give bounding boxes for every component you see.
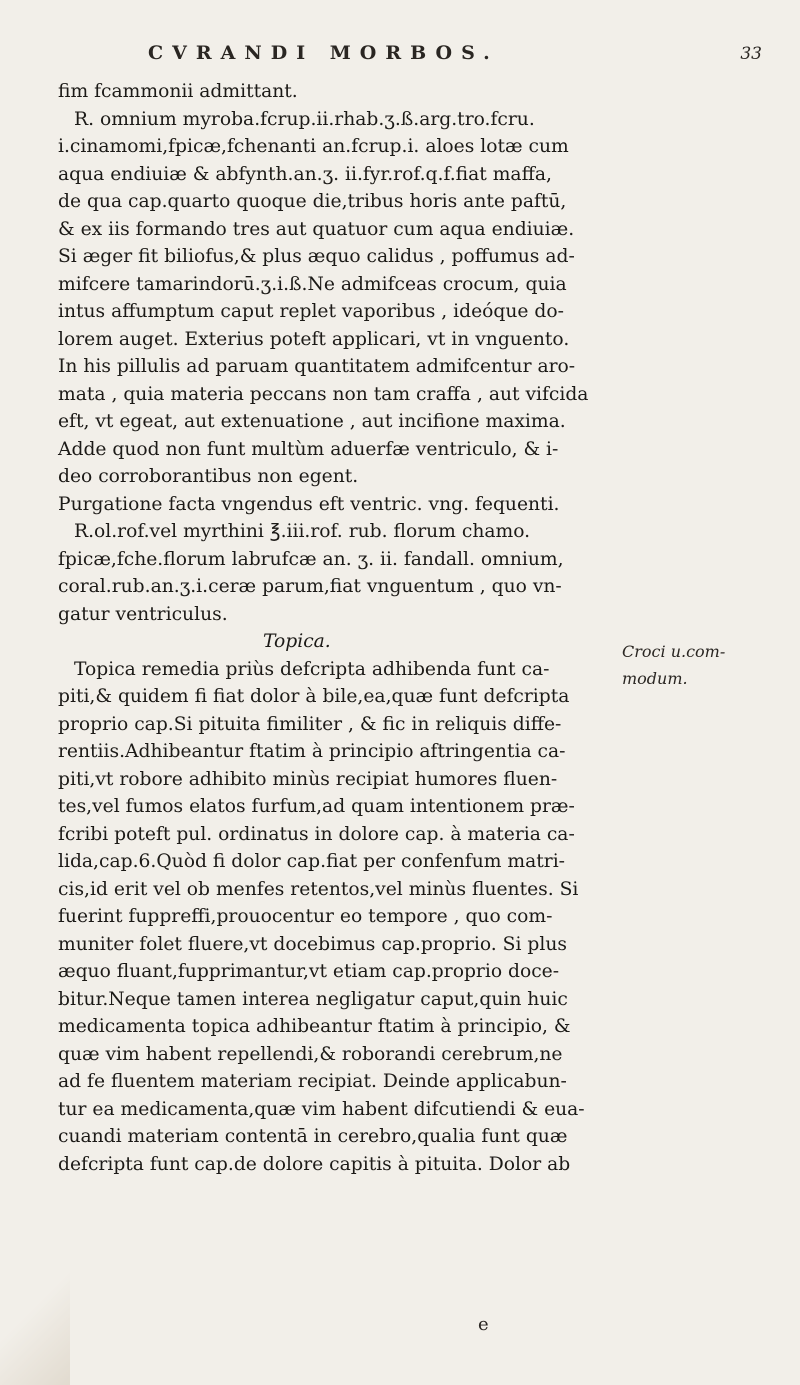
text-line: coral.rub.an.ʒ.i.ceræ parum,fiat vnguentum , quo vn- [58, 576, 562, 597]
text-line: medicamenta topica adhibeantur ftatim à principio, & [58, 1016, 571, 1037]
marginal-note-line: Croci u.com- [622, 642, 726, 661]
running-header [0, 42, 800, 72]
text-line: Si æger fit biliofus,& plus æquo calidus , poffumus ad- [58, 246, 575, 267]
text-line: R. omnium myroba.fcrup.ii.rhab.ʒ.ß.arg.tro.fcru. [74, 108, 535, 130]
text-line: & ex iis formando tres aut quatuor cum aqua endiuiæ. [58, 218, 575, 240]
text-line: R.ol.rof.vel myrthini ℥.iii.rof. rub. florum chamo. [74, 521, 531, 542]
text-line: rentiis.Adhibeantur ftatim à principio aftringentia ca- [58, 741, 566, 762]
marginal-note [622, 638, 792, 692]
text-line: i.cinamomi,fpicæ,fchenanti an.fcrup.i. aloes lotæ cum [58, 136, 569, 157]
text-line: fuerint fuppreffi,prouocentur eo tempore , quo com- [58, 906, 553, 927]
text-line: proprio cap.Si pituita fimiliter , & fic in reliquis diffe- [58, 713, 562, 735]
running-title: CVRANDI MORBOS. [148, 42, 499, 64]
text-line: gatur ventriculus. [58, 603, 228, 625]
text-line: deo corroborantibus non egent. [58, 466, 359, 487]
text-line: æquo fluant,fupprimantur,vt etiam cap.proprio doce- [58, 961, 560, 982]
marginal-note-line: modum. [622, 669, 688, 688]
text-line: fpicæ,fche.florum labrufcæ an. ʒ. ii. fandall. omnium, [58, 548, 564, 570]
text-line: mifcere tamarindorū.ʒ.i.ß.Ne admifceas crocum, quia [58, 273, 567, 295]
text-line: cuandi materiam contentā in cerebro,qualia funt quæ [58, 1126, 568, 1147]
text-line: tur ea medicamenta,quæ vim habent difcutiendi & eua- [58, 1098, 585, 1120]
text-line: lorem auget. Exterius poteft applicari, vt in vnguento. [58, 328, 570, 350]
text-line: de qua cap.quarto quoque die,tribus horis ante paftū, [58, 191, 567, 212]
text-line: cis,id erit vel ob menfes retentos,vel minùs fluentes. Si [58, 878, 579, 900]
page-stain [0, 1265, 70, 1385]
section-heading: Topica. [263, 631, 331, 652]
page-number: 33 [740, 44, 762, 64]
text-line: defcripta funt cap.de dolore capitis à pituita. Dolor ab [58, 1153, 571, 1175]
text-line: ad fe fluentem materiam recipiat. Deinde applicabun- [58, 1071, 567, 1092]
text-line: piti,& quidem fi fiat dolor à bile,ea,quæ funt defcripta [58, 686, 570, 707]
text-line: mata , quia materia peccans non tam craffa , aut vifcida [58, 383, 589, 405]
text-line: Topica remedia priùs defcripta adhibenda funt ca- [74, 658, 550, 680]
text-line: eft, vt egeat, aut extenuatione , aut incifione maxima. [58, 411, 566, 432]
text-line: fim fcammonii admittant. [58, 81, 298, 102]
text-line: Purgatione facta vngendus eft ventric. vng. fequenti. [58, 493, 560, 515]
main-text-block [58, 78, 618, 1178]
text-line: quæ vim habent repellendi,& roborandi cerebrum,ne [58, 1043, 563, 1065]
text-line: intus affumptum caput replet vaporibus , ideóque do- [58, 301, 564, 322]
text-line: Adde quod non funt multùm aduerfæ ventriculo, & i- [58, 438, 559, 460]
text-line: lida,cap.6.Quòd fi dolor cap.fiat per confenfum matri- [58, 851, 565, 872]
text-line: In his pillulis ad paruam quantitatem admifcentur aro- [58, 356, 576, 377]
text-line: fcribi poteft pul. ordinatus in dolore cap. à materia ca- [58, 823, 575, 845]
text-line: tes,vel fumos elatos furfum,ad quam intentionem præ- [58, 796, 575, 817]
text-line: muniter folet fluere,vt docebimus cap.proprio. Si plus [58, 933, 567, 955]
text-line: piti,vt robore adhibito minùs recipiat humores fluen- [58, 768, 558, 790]
text-line: bitur.Neque tamen interea negligatur caput,quin huic [58, 988, 568, 1010]
text-line: aqua endiuiæ & abfynth.an.ʒ. ii.fyr.rof.q.f.fiat maffa, [58, 163, 552, 185]
catchword: e [478, 1314, 489, 1335]
